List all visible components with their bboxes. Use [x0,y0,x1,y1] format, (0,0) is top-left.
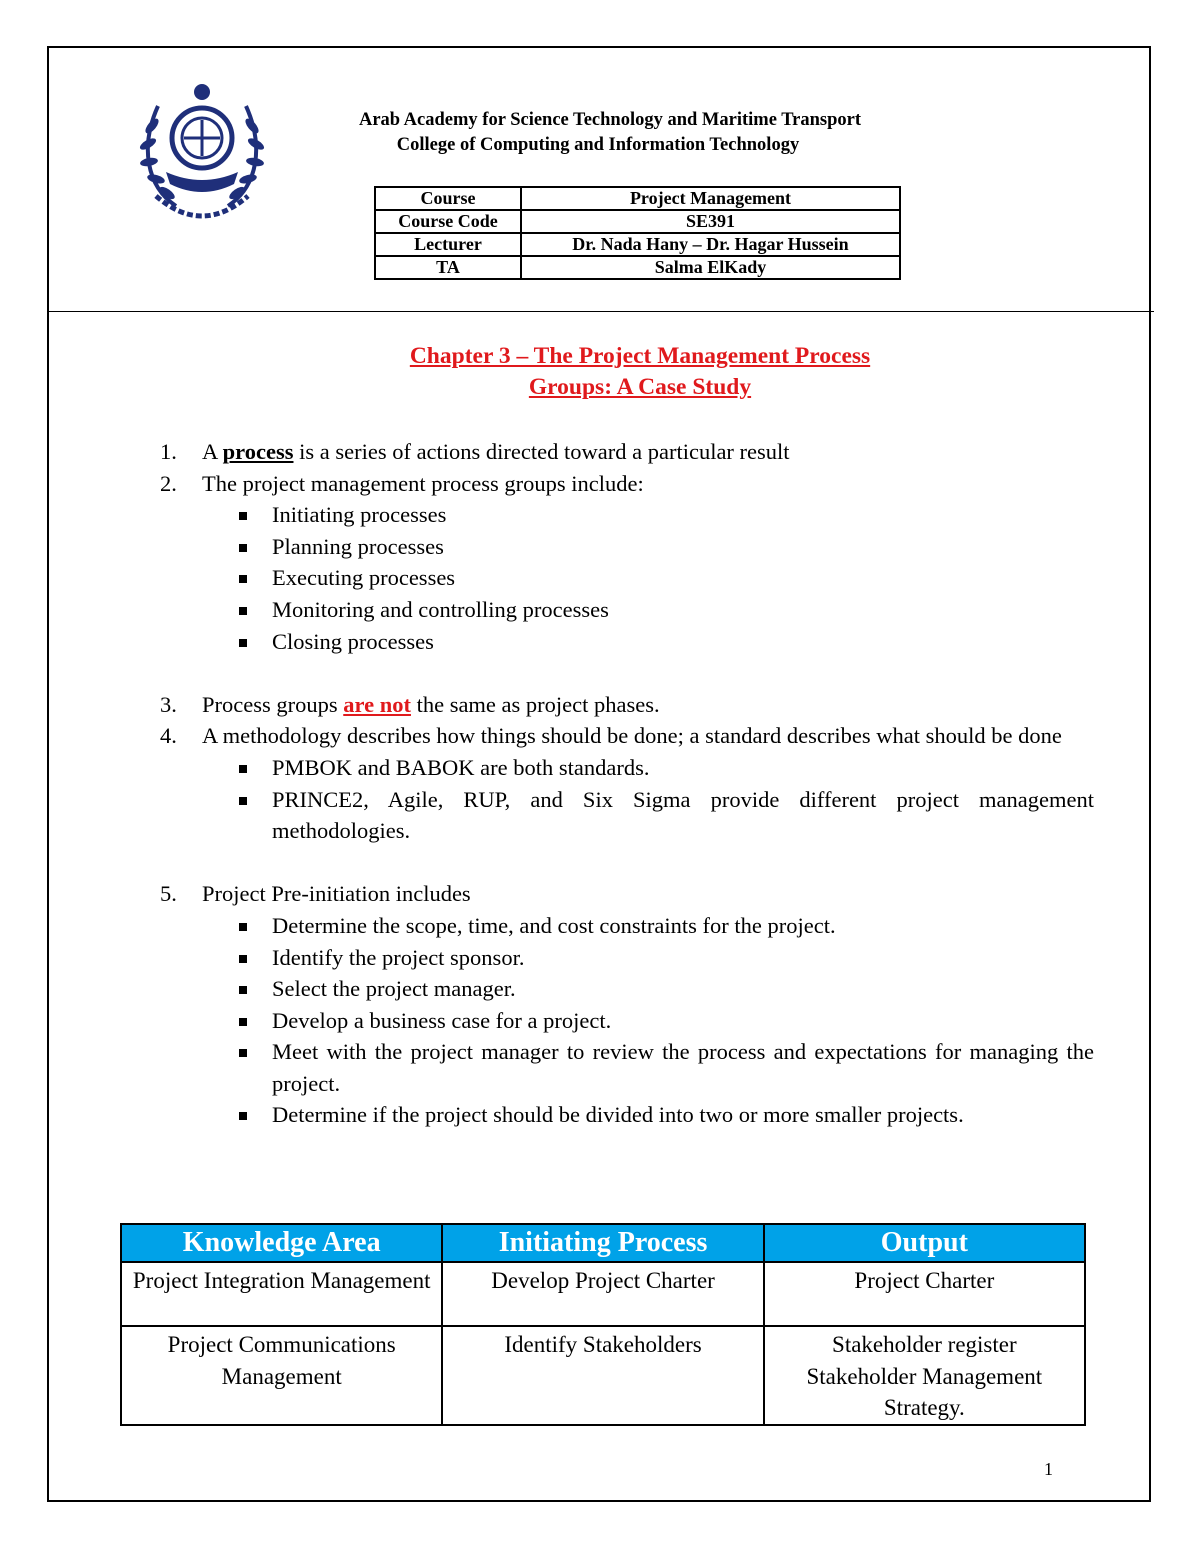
page-number: 1 [1044,1459,1053,1479]
knowledge-area-table [120,1223,1086,1426]
bullet-item [160,531,1094,563]
list-item-5 [160,878,1094,910]
bullet-text: Monitoring and controlling processes [272,596,609,622]
bullet-text: Determine if the project should be divided into two or more smaller projects. [272,1102,964,1128]
bullet-text: Meet with the project manager to review the process and expectations for managing the project. [272,1039,1094,1096]
output-cell [764,1262,1085,1326]
table-row [121,1326,1085,1425]
bullet-item [160,1005,1094,1037]
bullet-item [160,499,1094,531]
bullet-item [160,973,1094,1005]
process-cell: Develop Project Charter [442,1262,763,1326]
bullet-item [160,594,1094,626]
square-bullet-icon [239,765,247,773]
ta-value: Salma ElKady [521,256,900,279]
course-label: Course [375,187,521,210]
square-bullet-icon [239,986,247,994]
item-number: 1. [160,439,177,464]
item-text: A [202,439,223,464]
item-number: 5. [160,881,177,907]
bullet-item [160,942,1094,974]
item-number: 3. [160,691,177,717]
ta-label: TA [375,256,521,279]
table-row [121,1262,1085,1326]
square-bullet-icon [239,639,247,647]
square-bullet-icon [239,955,247,963]
course-code-row [375,210,900,233]
institution-name: Arab Academy for Science Technology and Maritime Transport [358,110,862,130]
output-line: Stakeholder Management Strategy. [806,1363,1043,1420]
output-line: Stakeholder register [832,1332,1017,1357]
course-info-table [374,186,901,280]
bullet-text: Identify the project sponsor. [272,944,525,970]
output-cell [764,1326,1085,1425]
bullet-item [160,562,1094,594]
bullet-text: Initiating processes [272,502,447,528]
item-text: the same as project phases. [410,691,660,717]
header-divider [47,311,1154,312]
square-bullet-icon [239,1049,247,1057]
lecturer-row [375,233,900,256]
list-item-3 [160,689,1094,721]
square-bullet-icon [239,1112,247,1120]
bullet-text: Closing processes [272,628,434,654]
bullet-text: PMBOK and BABOK are both standards. [272,754,650,780]
item-number: 4. [160,723,177,749]
bullet-item [160,752,1094,784]
college-name: College of Computing and Information Technology [396,135,800,155]
knowledge-area-cell: Project Integration Management [121,1262,442,1326]
academy-logo-icon [136,76,268,228]
square-bullet-icon [239,575,247,583]
square-bullet-icon [239,512,247,520]
item-number: 2. [160,470,177,496]
knowledge-area-cell: Project Communications Management [121,1326,442,1425]
spacer [160,657,1094,689]
bullet-text: Determine the scope, time, and cost constraints for the project. [272,912,836,938]
bullet-item [160,1099,1094,1131]
output-line: Project Charter [854,1268,995,1293]
table-header-row [121,1224,1085,1262]
process-cell: Identify Stakeholders [442,1326,763,1425]
keyword-process: process [222,439,294,464]
ta-row [375,256,900,279]
course-code-value: SE391 [521,210,900,233]
list-item-4 [160,720,1094,752]
spacer [160,847,1094,879]
square-bullet-icon [239,923,247,931]
bullet-text: Planning processes [272,533,444,559]
course-value: Project Management [521,187,900,210]
item-text: A methodology describes how things should be done; a standard describes what should be done [202,723,1062,749]
content-list [160,436,1094,1131]
header-initiating-process: Initiating Process [442,1224,763,1262]
lecturer-value: Dr. Nada Hany – Dr. Hagar Hussein [521,233,900,256]
chapter-title-line2: Groups: A Case Study [528,374,752,400]
item-text: The project management process groups include: [202,470,644,496]
bullet-text: Select the project manager. [272,976,516,1002]
keyword-are-not: are not [343,691,411,717]
item-text: Project Pre-initiation includes [202,881,471,907]
item-text: Process groups [202,691,344,717]
bullet-text: Develop a business case for a project. [272,1007,612,1033]
list-item-1 [160,436,1094,468]
bullet-item [160,626,1094,658]
item-text: is a series of actions directed toward a particular result [293,439,790,464]
header-output: Output [764,1224,1085,1262]
square-bullet-icon [239,797,247,805]
course-row [375,187,900,210]
chapter-title-line1: Chapter 3 – The Project Management Process [409,343,871,369]
bullet-item [160,784,1094,847]
square-bullet-icon [239,607,247,615]
lecturer-label: Lecturer [375,233,521,256]
list-item-2 [160,468,1094,500]
bullet-item [160,910,1094,942]
bullet-text: Executing processes [272,565,456,591]
square-bullet-icon [239,1018,247,1026]
course-code-label: Course Code [375,210,521,233]
header-knowledge-area: Knowledge Area [121,1224,442,1262]
bullet-item [160,1036,1094,1099]
bullet-text: PRINCE2, Agile, RUP, and Six Sigma provide different project management methodologies. [272,786,1094,844]
square-bullet-icon [239,544,247,552]
